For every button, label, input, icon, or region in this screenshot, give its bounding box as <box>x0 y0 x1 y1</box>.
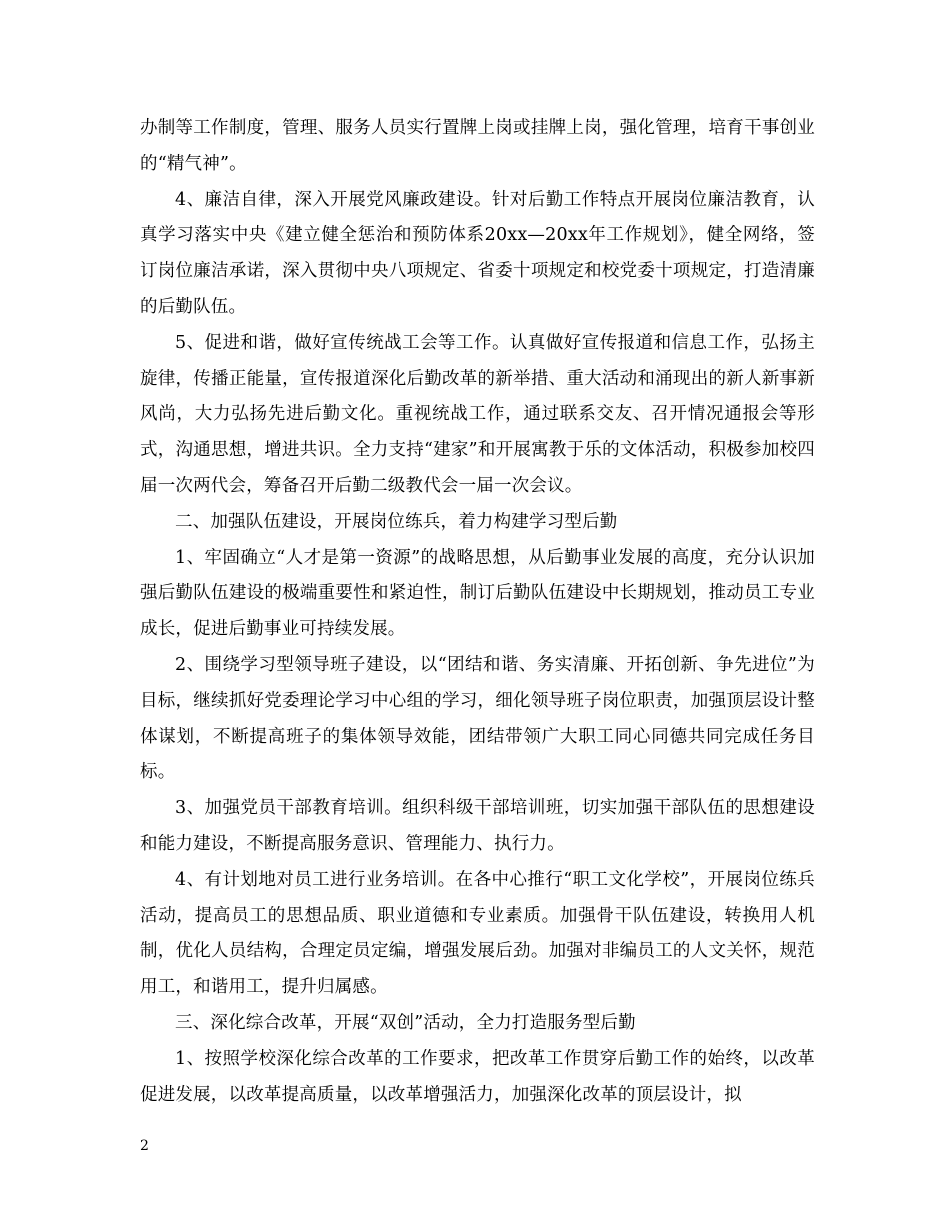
paragraph: 3、加强党员干部教育培训。组织科级干部培训班，切实加强干部队伍的思想建设和能力建设，不断提高服务意识、管理能力、执行力。 <box>140 798 815 854</box>
paragraph: 5、促进和谐，做好宣传统战工会等工作。认真做好宣传报道和信息工作，弘扬主旋律，传播正能量，宣传报道深化后勤改革的新举措、重大活动和涌现出的新人新事新风尚，大力弘扬先进后勤文化。重视统战工作，通过联系交友、召开情况通报会等形式，沟通思想，增进共识。全力支持“建家”和开展寓教于乐的文体活动，积极参加校四届一次两代会，筹备召开后勤二级教代会一届一次会议。 <box>140 332 815 496</box>
paragraph: 4、有计划地对员工进行业务培训。在各中心推行“职工文化学校”，开展岗位练兵活动，提高员工的思想品质、职业道德和专业素质。加强骨干队伍建设，转换用人机制，优化人员结构，合理定员定编，增强发展后劲。加强对非编员工的人文关怀，规范用工，和谐用工，提升归属感。 <box>140 869 815 998</box>
document-body <box>140 111 815 1113</box>
page-number: 2 <box>140 1138 149 1154</box>
paragraph: 1、牢固确立“人才是第一资源”的战略思想，从后勤事业发展的高度，充分认识加强后勤队伍建设的极端重要性和紧迫性，制订后勤队伍建设中长期规划，推动员工专业成长，促进后勤事业可持续发展。 <box>140 547 815 640</box>
paragraph: 2、围绕学习型领导班子建设，以“团结和谐、务实清廉、开拓创新、争先进位”为目标，继续抓好党委理论学习中心组的学习，细化领导班子岗位职责，加强顶层设计整体谋划，不断提高班子的集体领导效能，团结带领广大职工同心同德共同完成任务目标。 <box>140 654 815 783</box>
section-heading: 二、加强队伍建设，开展岗位练兵，着力构建学习型后勤 <box>175 511 618 532</box>
paragraph: 1、按照学校深化综合改革的工作要求，把改革工作贯穿后勤工作的始终，以改革促进发展，以改革提高质量，以改革增强活力，加强深化改革的顶层设计，拟 <box>140 1048 815 1105</box>
section-heading: 三、深化综合改革，开展“双创”活动，全力打造服务型后勤 <box>175 1012 636 1033</box>
paragraph: 办制等工作制度，管理、服务人员实行置牌上岗或挂牌上岗，强化管理，培育干事创业的“精气神”。 <box>140 118 815 174</box>
paragraph: 4、廉洁自律，深入开展党风廉政建设。针对后勤工作特点开展岗位廉洁教育，认真学习落实中央《建立健全惩治和预防体系20xx—20xx年工作规划》，健全网络，签订岗位廉洁承诺，深入贯彻中央八项规定、省委十项规定和校党委十项规定，打造清廉的后勤队伍。 <box>140 189 815 317</box>
